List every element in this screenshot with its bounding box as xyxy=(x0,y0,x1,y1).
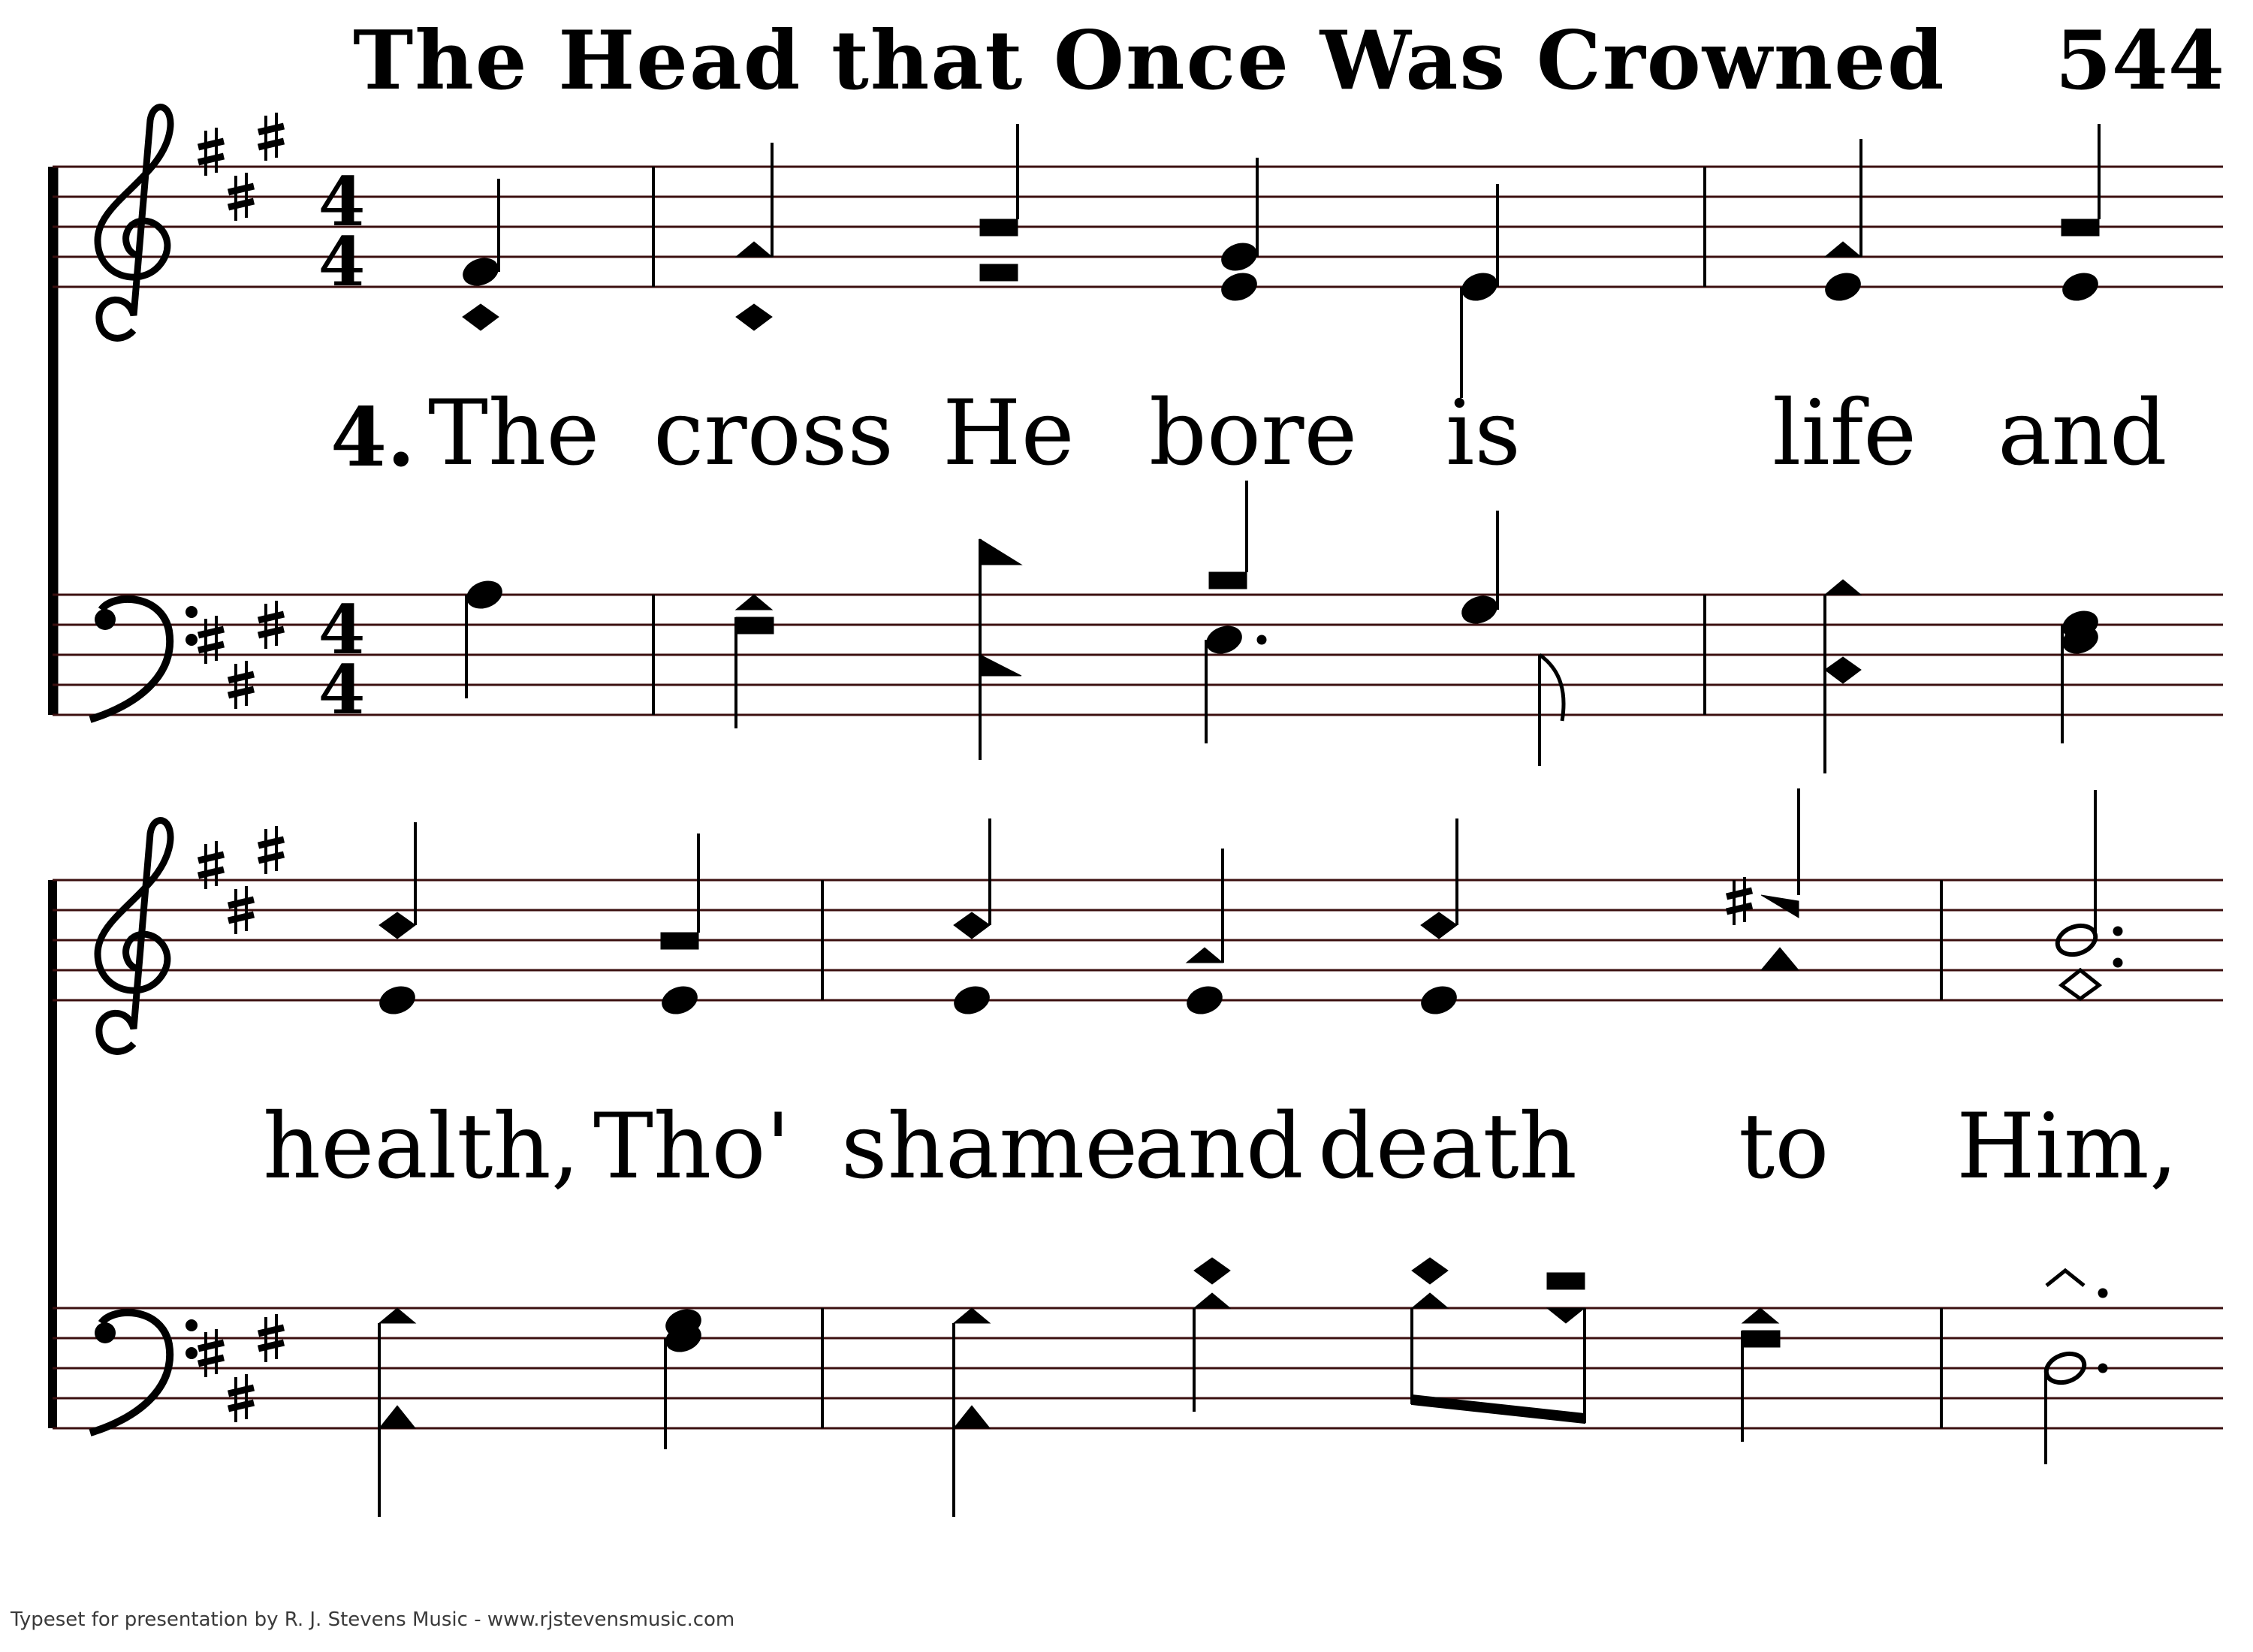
treble-clef-icon xyxy=(98,821,170,1052)
treble-staff-2 xyxy=(53,880,2223,1000)
lyric-word: Him, xyxy=(1956,1095,2178,1199)
lyric-word: cross xyxy=(653,381,894,486)
lyric-word: Tho' xyxy=(593,1095,791,1199)
treble-notes-1 xyxy=(460,124,2102,398)
lyric-word: The xyxy=(428,381,600,486)
hymn-number: 544 xyxy=(2055,14,2224,108)
time-sig-bottom-bass: 4 xyxy=(318,650,366,730)
bass-notes-2 xyxy=(379,1258,2107,1517)
lyric-word: life xyxy=(1772,381,1917,486)
time-sig-bottom: 4 xyxy=(318,222,366,302)
system-bracket-2 xyxy=(48,880,57,1428)
lyric-word: is xyxy=(1446,381,1521,486)
hymn-title: The Head that Once Was Crowned xyxy=(353,14,1946,108)
lyric-word: He xyxy=(943,381,1075,486)
lyric-word: and xyxy=(1998,381,2167,486)
time-sig-top: 4 xyxy=(318,162,366,242)
system-bracket xyxy=(48,167,57,715)
lyric-word: health, xyxy=(263,1095,580,1199)
verse-number: 4. xyxy=(330,390,415,485)
bass-clef-icon xyxy=(90,599,198,719)
bass-notes-1 xyxy=(463,481,2102,773)
lyric-word: to xyxy=(1739,1095,1829,1199)
lyric-word: shame xyxy=(841,1095,1139,1199)
time-sig-top-bass: 4 xyxy=(318,590,366,670)
lyric-word: bore xyxy=(1149,381,1358,486)
treble-staff-1 xyxy=(53,167,2223,287)
bass-staff-1 xyxy=(53,595,2223,715)
treble-notes-2 xyxy=(376,788,2122,1018)
footer-credit: Typeset for presentation by R. J. Stevens Music - www.rjstevensmusic.com xyxy=(11,1608,735,1631)
treble-clef-icon xyxy=(98,107,170,339)
lyric-word: and xyxy=(1134,1095,1304,1199)
lyric-word: death xyxy=(1318,1095,1577,1199)
bass-clef-icon xyxy=(90,1313,198,1433)
